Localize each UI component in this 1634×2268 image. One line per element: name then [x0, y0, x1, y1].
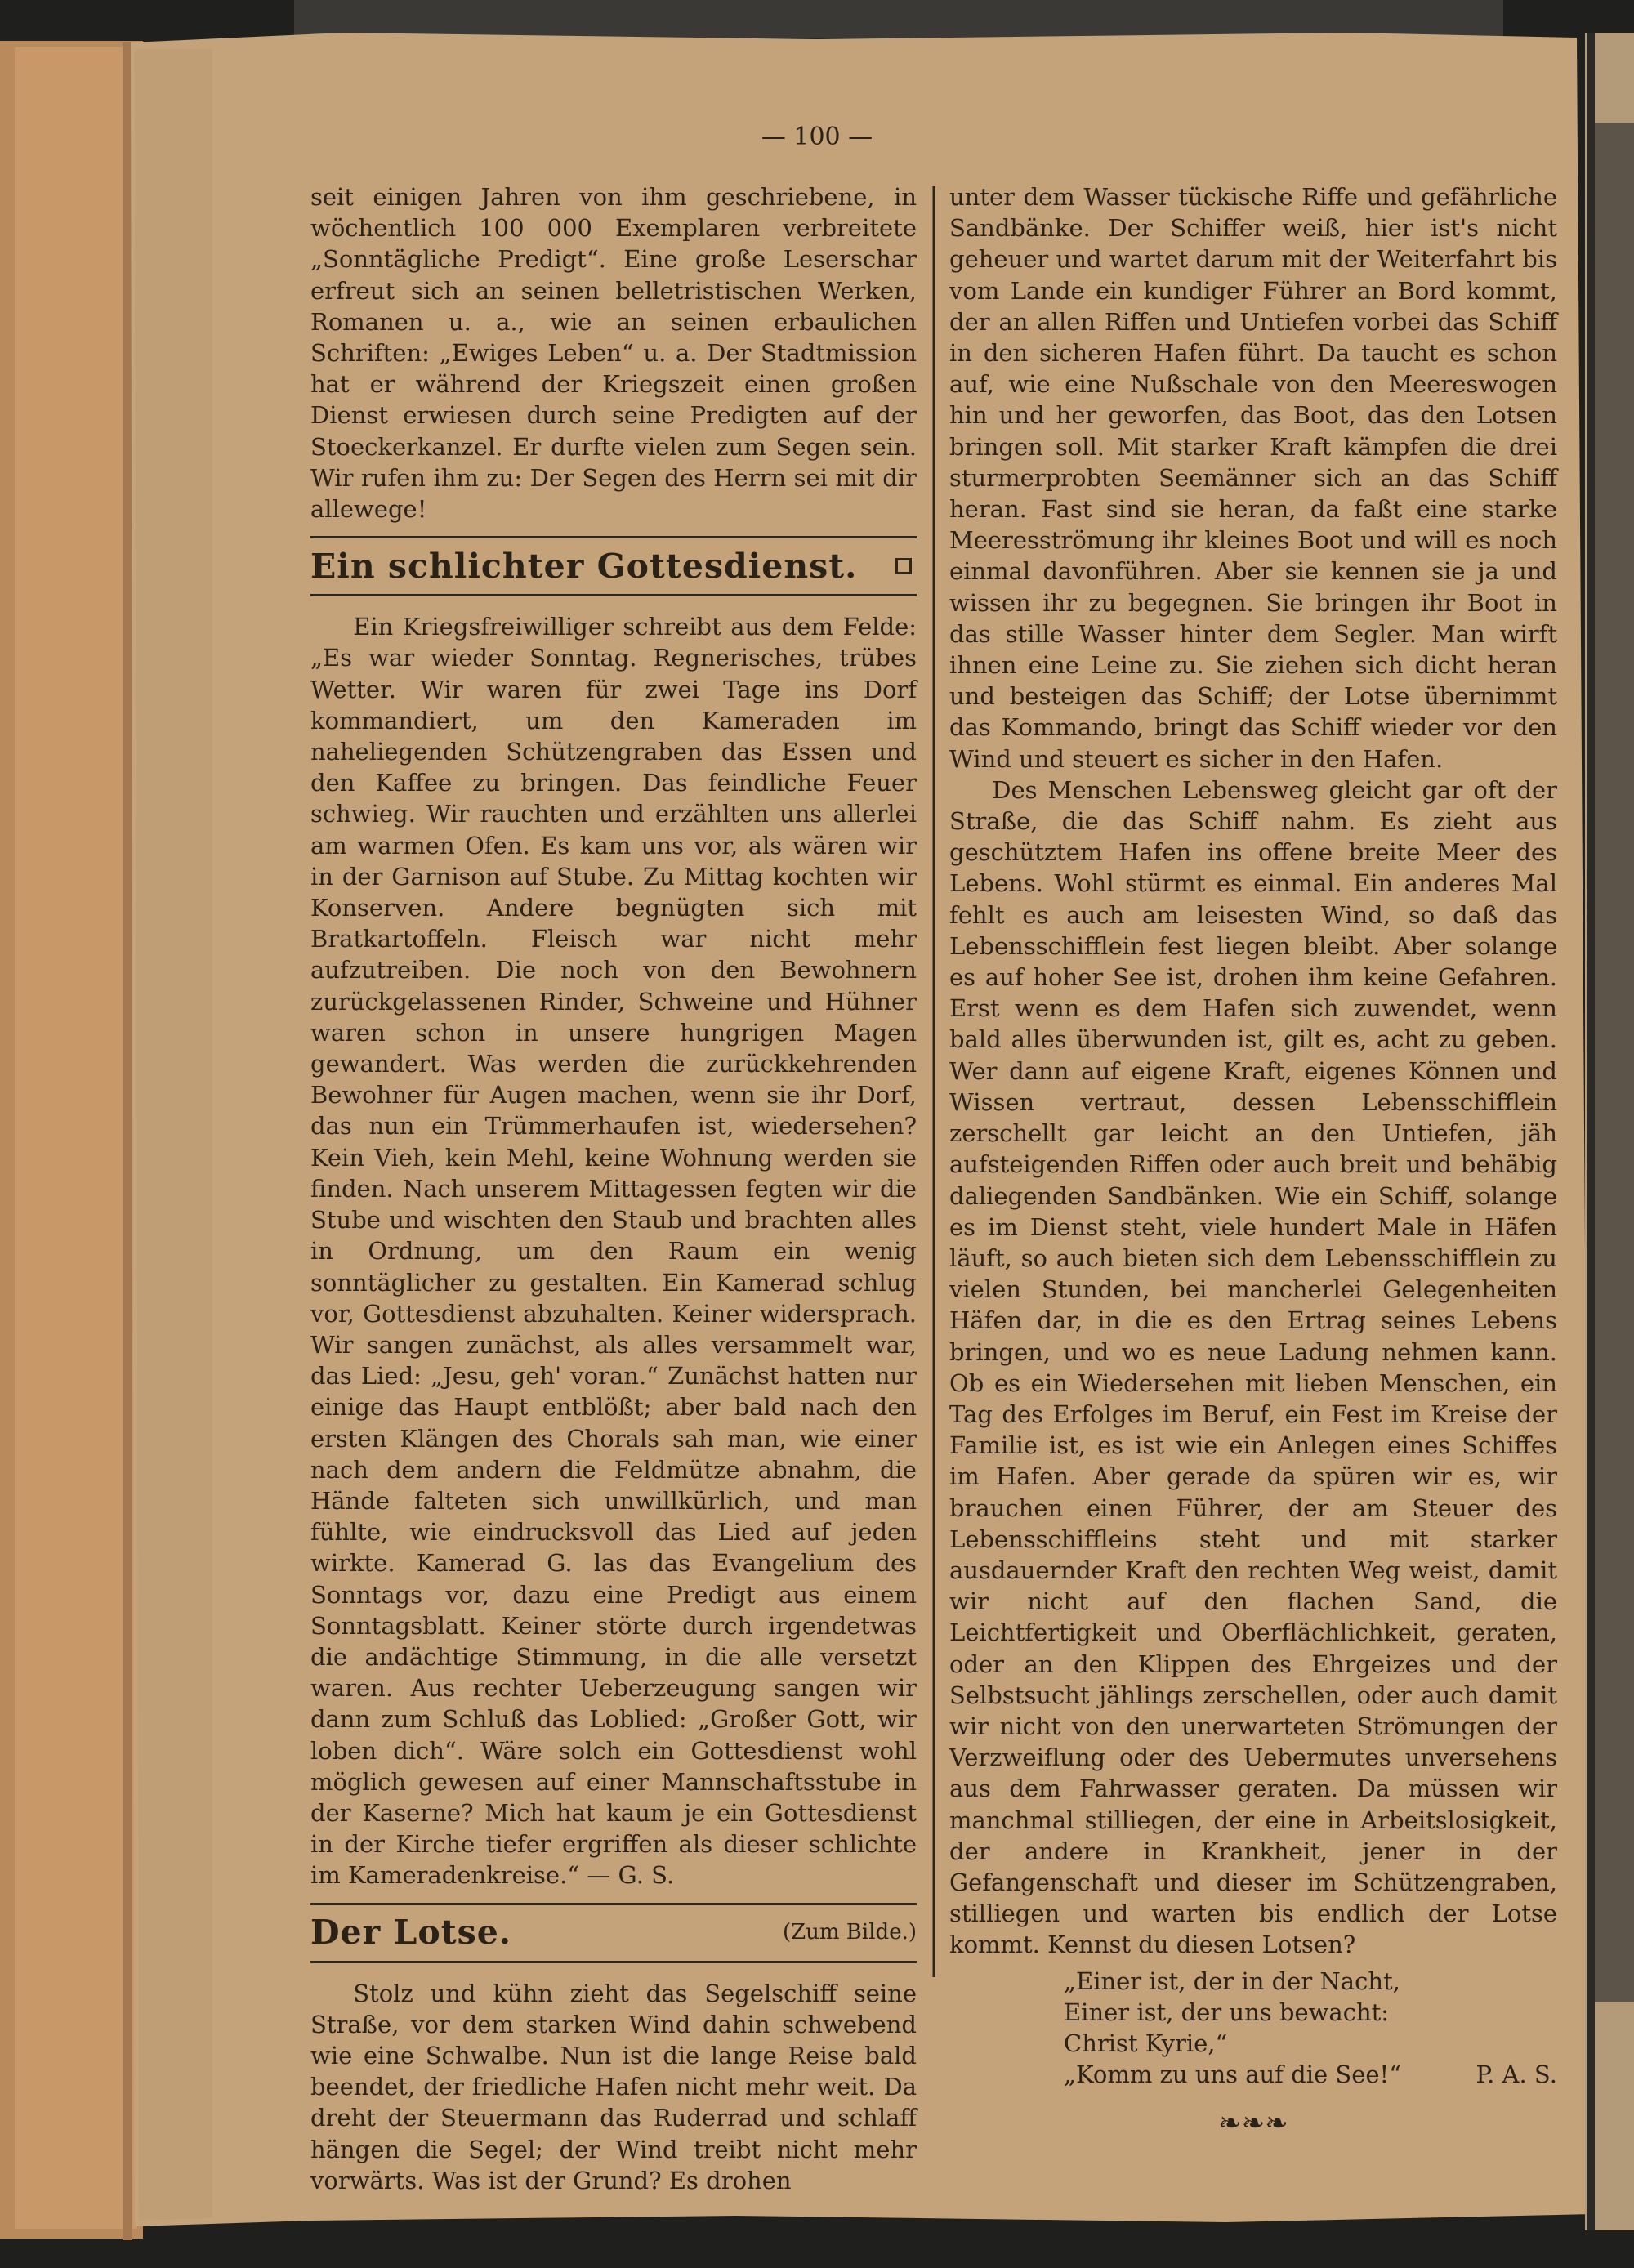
poem-line	[1064, 2059, 1557, 2090]
article-title: Ein schlichter Gottesdienst.	[310, 547, 858, 587]
left-column	[310, 181, 917, 2196]
poem-line: Christ Kyrie,“	[1064, 2029, 1228, 2057]
poem	[949, 1966, 1557, 2091]
intro-paragraph: seit einigen Jahren von ihm geschriebene, in wöchentlich 100 000 Exemplaren verbreitete „Sonntägliche Predigt“. Eine große Leserschar erfreut sich an seinen belletristischen Werken, Romanen u. a., wie an seinen erbaulichen Schriften: „Ewiges Leben“ u. a. Der Stadtmission hat er während der Kriegszeit einen großen Dienst erwiesen durch seine Predigten auf der Stoeckerkanzel. Er durfte vielen zum Segen sein. Wir rufen ihm zu: Der Segen des Herrn sei mit dir allewege!	[310, 183, 917, 524]
article-body: Ein Kriegsfreiwilliger schreibt aus dem Felde: „Es war wieder Sonntag. Regnerisches, trübes Wetter. Wir waren für zwei Tage ins Dorf kommandiert, um den Kameraden im naheliegenden Schützengraben das Essen und den Kaffee zu bringen. Das feindliche Feuer schwieg. Wir rauchten und erzählten uns allerlei am warmen Ofen. Es kam uns vor, als wären wir in der Garnison auf Stube. Zu Mittag kochten wir Konserven. Andere begnügten sich mit Bratkartoffeln. Fleisch war nicht mehr aufzutreiben. Die noch von den Bewohnern zurückgelassenen Rinder, Schweine und Hühner waren schon in unsere hungrigen Magen gewandert. Was werden die zurückkehrenden Bewohner für Augen machen, wenn sie ihr Dorf, das nun ein Trümmerhaufen ist, wiedersehen? Kein Vieh, kein Mehl, keine Wohnung werden sie finden. Nach unserem Mittagessen fegten wir die Stube und wischten den Staub und brachten alles in Ordnung, um den Raum ein wenig sonntäglicher zu gestalten. Ein Kamerad schlug vor, Gottesdienst abzuhalten. Keiner widersprach. Wir sangen zunächst, als alles versammelt war, das Lied: „Jesu, geh' voran.“ Zunächst hatten nur einige das Haupt entblößt; aber bald nach den ersten Klängen des Chorals sah man, wie einer nach dem andern die Feldmütze abnahm, die Hände falteten sich unwillkürlich, und man fühlte, wie eindrucksvoll das Lied auf jeden wirkte. Kamerad G. las das Evangelium des Sonntags vor, dazu eine Predigt aus einem Sonntagsblatt. Keiner störte durch irgendetwas die andächtige Stimmung, in die alle versetzt waren. Aus rechter Ueberzeugung sangen wir dann zum Schluß das Loblied: „Großer Gott, wir loben dich“. Wäre solch ein Gottesdienst wohl möglich gewesen auf einer Mannschaftsstube in der Kaserne? Mich hat kaum je ein Gottesdienst in der Kirche tiefer ergriffen als dieser schlichte im Kameradenkreise.“ — G. S.	[310, 613, 917, 1890]
poem-line: Einer ist, der uns bewacht:	[1064, 1998, 1390, 2026]
page-number: — 100 —	[761, 123, 873, 151]
article-note: (Zum Bilde.)	[782, 1920, 917, 1945]
article-body-continued: unter dem Wasser tückische Riffe und gefährliche Sandbänke. Der Schiffer weiß, hier ist's nicht geheuer und wartet darum mit der Weiterfahrt bis vom Lande ein kundiger Führer an Bord kommt, der an allen Riffen und Untiefen vorbei das Schiff in den sicheren Hafen führt. Da taucht es schon auf, wie eine Nußschale von den Meereswogen hin und her geworfen, das Boot, das den Lotsen bringen soll. Mit starker Kraft kämpfen die drei sturmerprobten Seemänner sich an das Schiff heran. Fast sind sie heran, da faßt eine starke Meeresströmung ihr kleines Boot und will es noch einmal davonführen. Aber sie kennen sie ja und wissen ihr zu begegnen. Sie bringen ihr Boot in das stille Wasser hinter dem Segler. Man wirft ihnen eine Leine zu. Sie ziehen sich dicht heran und besteigen das Schiff; der Lotse übernimmt das Kommando, bringt das Schiff wieder vor den Wind und steuert es sicher in den Hafen.	[949, 183, 1557, 773]
article-heading	[310, 536, 917, 596]
article-body: Stolz und kühn zieht das Segelschiff seine Straße, vor dem starken Wind dahin schwebend wie eine Schwalbe. Nun ist die lange Reise bald beendet, der friedliche Hafen nicht mehr weit. Da dreht der Steuermann das Ruderrad und schlaff hängen die Segel; der Wind treibt nicht mehr vorwärts. Was ist der Grund? Es drohen	[310, 1979, 917, 2194]
poem-line-text: „Komm zu uns auf die See!“	[1064, 2060, 1402, 2089]
right-column	[949, 181, 1557, 2140]
article-body-paragraph: Des Menschen Lebensweg gleicht gar oft der Straße, die das Schiff nahm. Es zieht aus geschütztem Hafen ins offene breite Meer des Lebens. Wohl stürmt es einmal. Ein anderes Mal fehlt es auch am leisesten Wind, so daß das Lebensschifflein fest liegen bleibt. Aber solange es auf hoher See ist, drohen ihm keine Gefahren. Erst wenn es dem Hafen sich zuwendet, wenn bald alles überwunden ist, gilt es, acht zu geben. Wer dann auf eigene Kraft, eigenes Können und Wissen vertraut, dessen Lebensschifflein zerschellt gar leicht an den Untiefen, jäh aufsteigenden Riffen oder auch breit und behäbig daliegenden Sandbänken. Wie ein Schiff, solange es im Dienst steht, viele hundert Male in Häfen läuft, so auch bieten sich dem Lebensschifflein zu vielen Stunden, bei mancherlei Gelegenheiten Häfen dar, in die es den Ertrag seines Lebens bringen, und wo es neue Ladung nehmen kann. Ob es ein Wiedersehen mit lieben Menschen, ein Tag des Erfolges im Beruf, ein Fest im Kreise der Familie ist, es ist wie ein Anlegen eines Schiffes im Hafen. Aber gerade da spüren wir es, wir brauchen einen Führer, der am Steuer des Lebensschiffleins steht und mit starker ausdauernder Kraft den rechten Weg weist, damit wir nicht auf den flachen Sand, die Leichtfertigkeit und Oberflächlichkeit, geraten, oder an den Klippen des Ehrgeizes und der Selbstsucht jählings zerschellen, oder auch damit wir nicht von den unerwarteten Strömungen der Verzweiflung oder des Uebermutes unversehens aus dem Fahrwasser geraten. Da müssen wir manchmal stilliegen, der eine in Arbeitslosigkeit, der andere in Krankheit, jener in der Gefangenschaft und dieser im Schützengraben, stilliegen und warten bis endlich der Lotse kommt. Kennst du diesen Lotsen?	[949, 775, 1557, 1959]
ornament-icon: ❧❧❧	[1218, 2107, 1288, 2141]
article-heading	[310, 1903, 917, 1963]
poem-line: „Einer ist, der in der Nacht,	[1064, 1967, 1400, 1995]
square-ornament-icon	[895, 558, 912, 574]
author-signature: P. A. S.	[1476, 2060, 1557, 2089]
article-title: Der Lotse.	[310, 1913, 512, 1953]
